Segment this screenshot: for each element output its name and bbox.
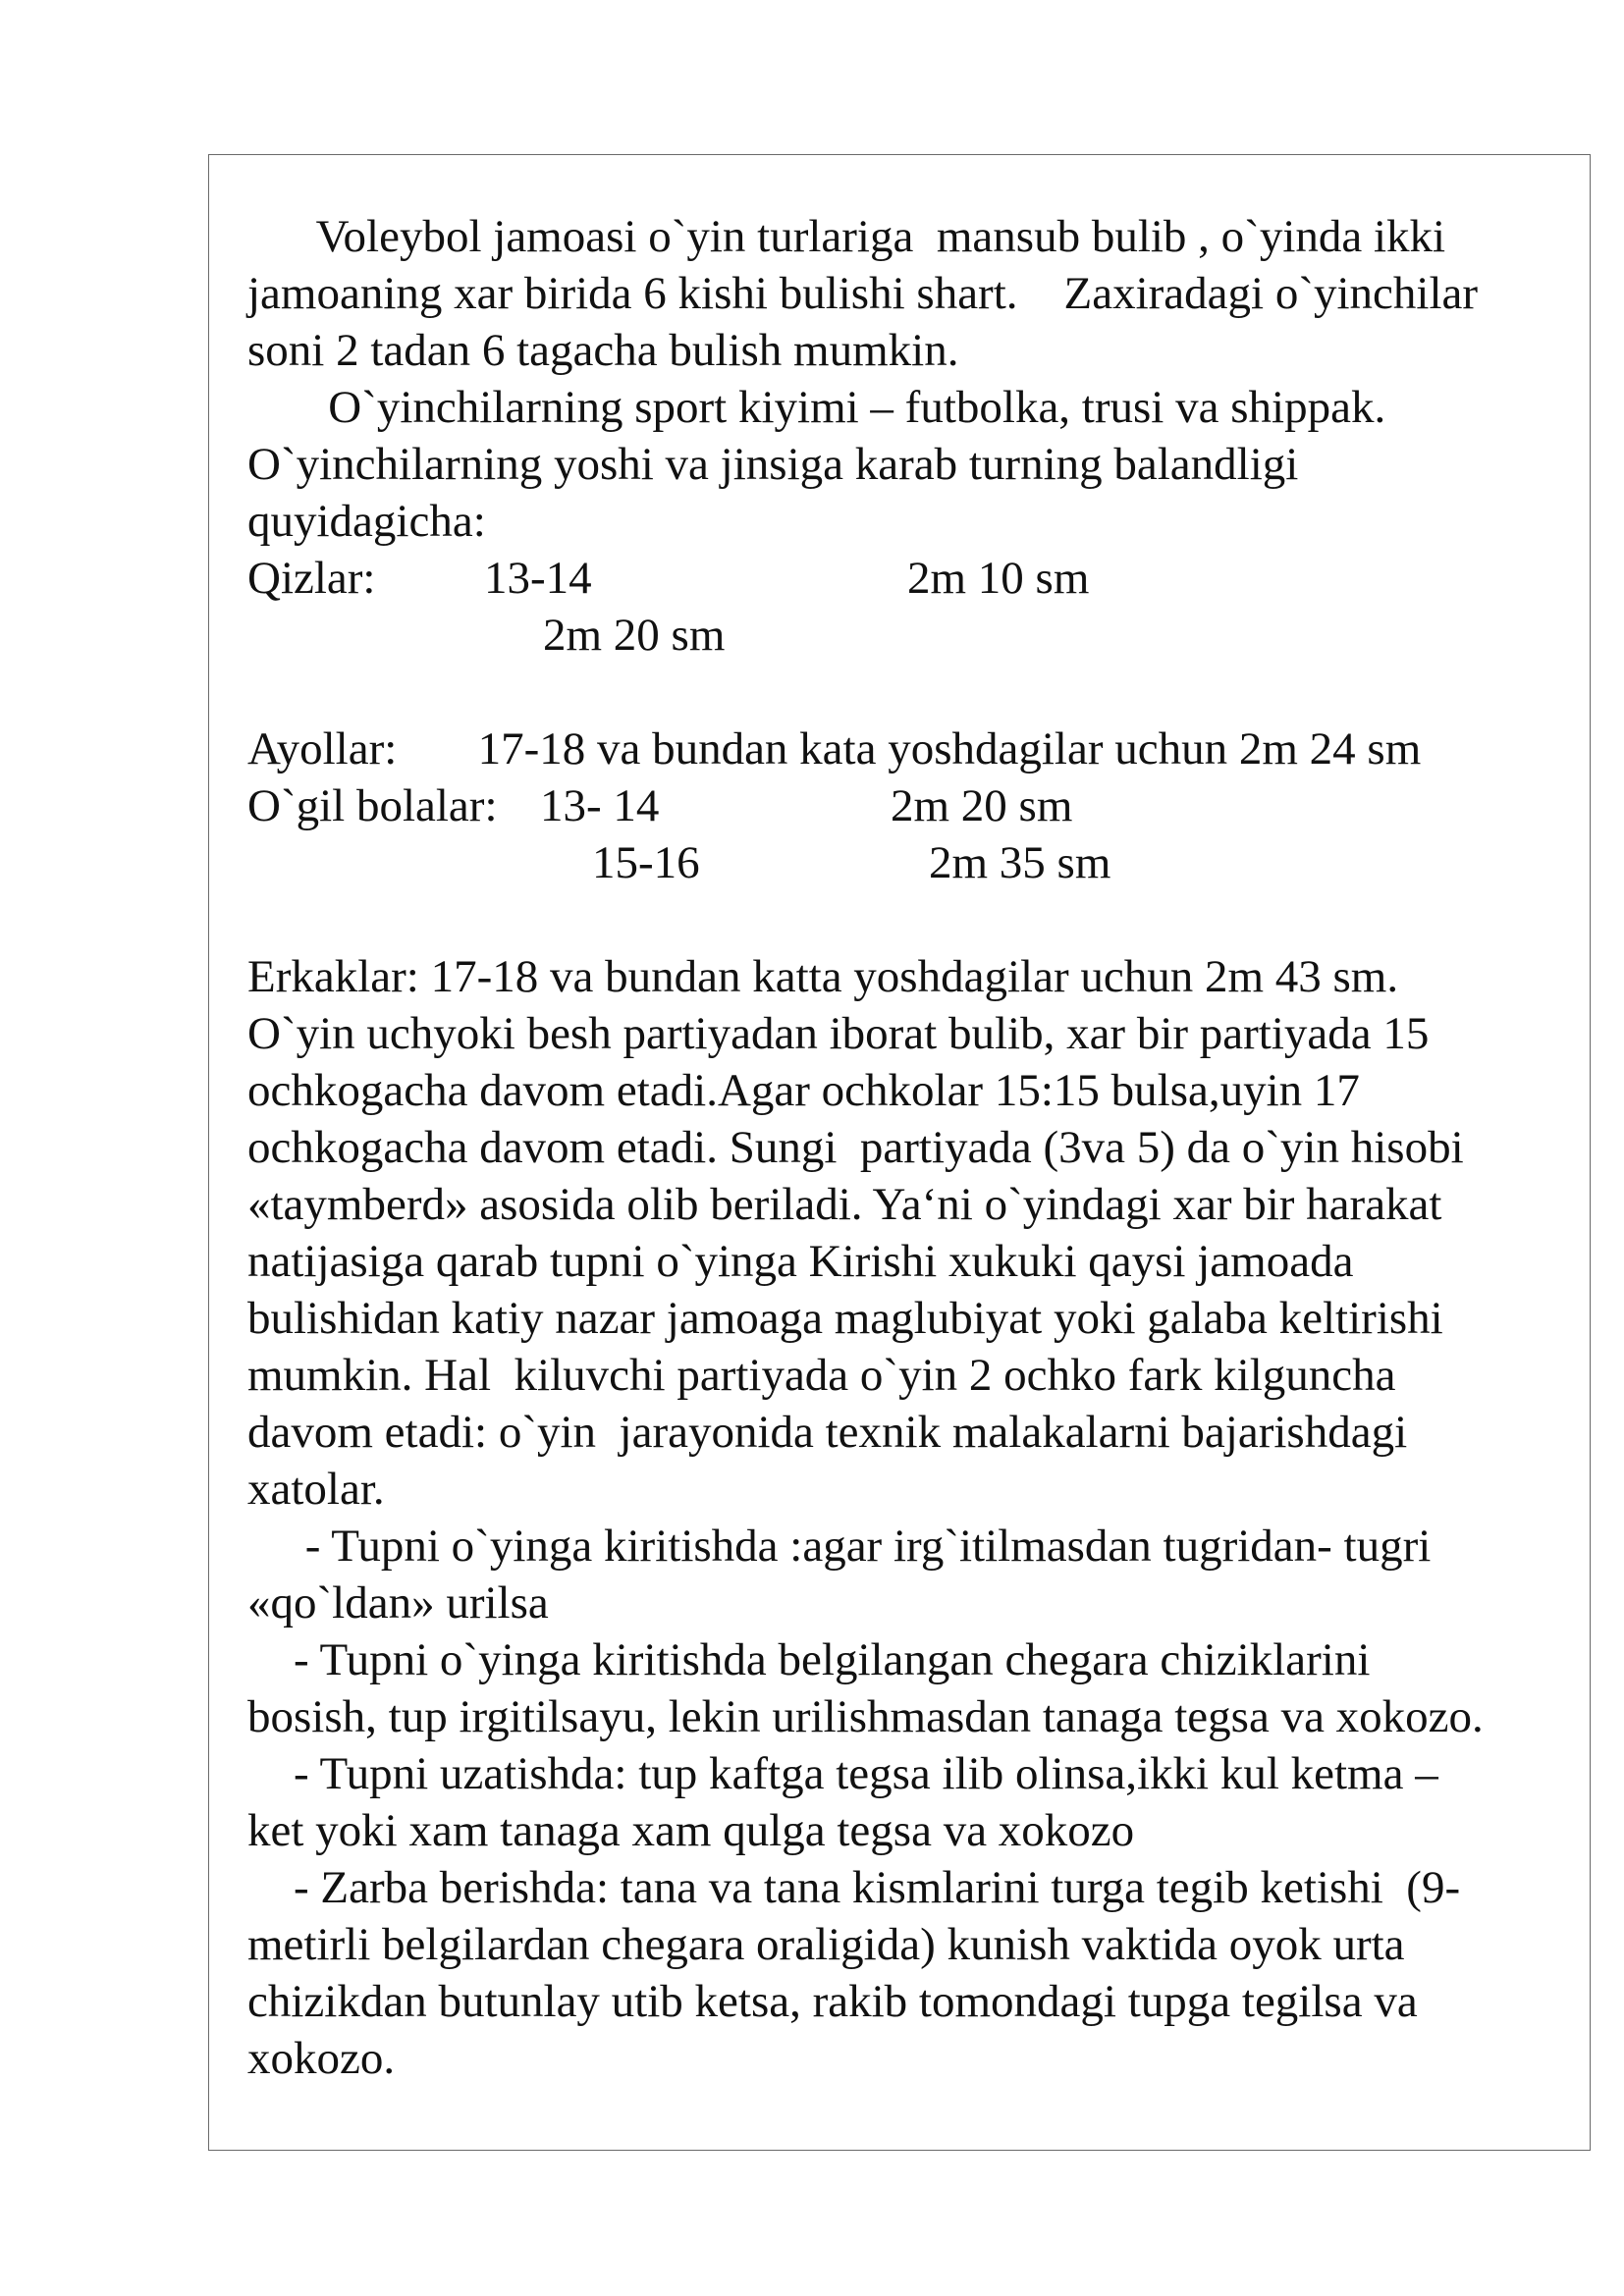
text-line: bulishidan katiy nazar jamoaga maglubiyat yoki galaba keltirishi — [247, 1293, 1443, 1344]
text-line: soni 2 tadan 6 tagacha bulish mumkin. — [247, 325, 959, 376]
text-line: Voleybol jamoasi o`yin turlariga mansub bulib , o`yinda ikki — [247, 211, 1446, 262]
text-line: «taymberd» asosida olib beriladi. Ya‘ni o`yindagi xar bir harakat — [247, 1179, 1442, 1230]
text-line: O`yinchilarning sport kiyimi – futbolka, trusi va shippak. — [247, 382, 1386, 433]
text-line: O`yinchilarning yoshi va jinsiga karab turning balandligi — [247, 439, 1299, 490]
qizlar-height-2: 2m 20 sm — [543, 610, 726, 661]
text-line: natijasiga qarab tupni o`yinga Kirishi xukuki qaysi jamoada — [247, 1236, 1354, 1287]
ogil-age-1: 13- 14 — [540, 780, 660, 831]
qizlar-row-2 — [247, 607, 1583, 664]
ogil-label: O`gil bolalar: — [247, 780, 498, 831]
text-line: - Tupni uzatishda: tup kaftga tegsa ilib olinsa,ikki kul ketma – — [247, 1748, 1438, 1799]
ogil-height-2: 2m 35 sm — [929, 837, 1111, 888]
qizlar-row — [247, 550, 1583, 607]
text-line: bosish, tup irgitilsayu, lekin urilishmasdan tanaga tegsa va xokozo. — [247, 1691, 1484, 1742]
spacer — [247, 664, 1583, 721]
text-line: metirli belgilardan chegara oraligida) kunish vaktida oyok urta — [247, 1919, 1405, 1970]
text-line: ket yoki xam tanaga xam qulga tegsa va xokozo — [247, 1805, 1135, 1856]
text-line: xatolar. — [247, 1464, 385, 1515]
text-line: mumkin. Hal kiluvchi partiyada o`yin 2 ochko fark kilguncha — [247, 1350, 1396, 1401]
text-line: - Tupni o`yinga kiritishda :agar irg`itilmasdan tugridan- tugri — [247, 1521, 1432, 1572]
text-line: - Zarba berishda: tana va tana kismlarini turga tegib ketishi (9- — [247, 1862, 1461, 1913]
text-line: ochkogacha davom etadi. Sungi partiyada (3va 5) da o`yin hisobi — [247, 1122, 1464, 1173]
text-line: «qo`ldan» urilsa — [247, 1577, 549, 1629]
text-line: ochkogacha davom etadi.Agar ochkolar 15:15 bulsa,uyin 17 — [247, 1065, 1360, 1116]
text-line: Erkaklar: 17-18 va bundan katta yoshdagilar uchun 2m 43 sm. — [247, 951, 1399, 1002]
text-line: chizikdan butunlay utib ketsa, rakib tomondagi tupga tegilsa va — [247, 1976, 1418, 2027]
ogil-row-2 — [247, 834, 1583, 891]
qizlar-age: 13-14 — [484, 553, 592, 604]
qizlar-height: 2m 10 sm — [907, 553, 1090, 604]
document-body — [247, 208, 1583, 2087]
text-line: - Tupni o`yinga kiritishda belgilangan chegara chiziklarini — [247, 1634, 1371, 1685]
qizlar-label: Qizlar: — [247, 553, 376, 604]
spacer — [247, 891, 1583, 948]
text-line: jamoaning xar birida 6 kishi bulishi shart. Zaxiradagi o`yinchilar — [247, 268, 1479, 319]
ogil-height-1: 2m 20 sm — [891, 780, 1073, 831]
text-line: davom etadi: o`yin jarayonida texnik malakalarni bajarishdagi — [247, 1407, 1408, 1458]
text-line: O`yin uchyoki besh partiyadan iborat bulib, xar bir partiyada 15 — [247, 1008, 1430, 1059]
ayollar-row: Ayollar: 17-18 va bundan kata yoshdagilar uchun 2m 24 sm — [247, 723, 1422, 774]
text-line: xokozo. — [247, 2033, 396, 2084]
text-line: quyidagicha: — [247, 496, 486, 547]
ogil-age-2: 15-16 — [592, 837, 700, 888]
ogil-row — [247, 777, 1583, 834]
